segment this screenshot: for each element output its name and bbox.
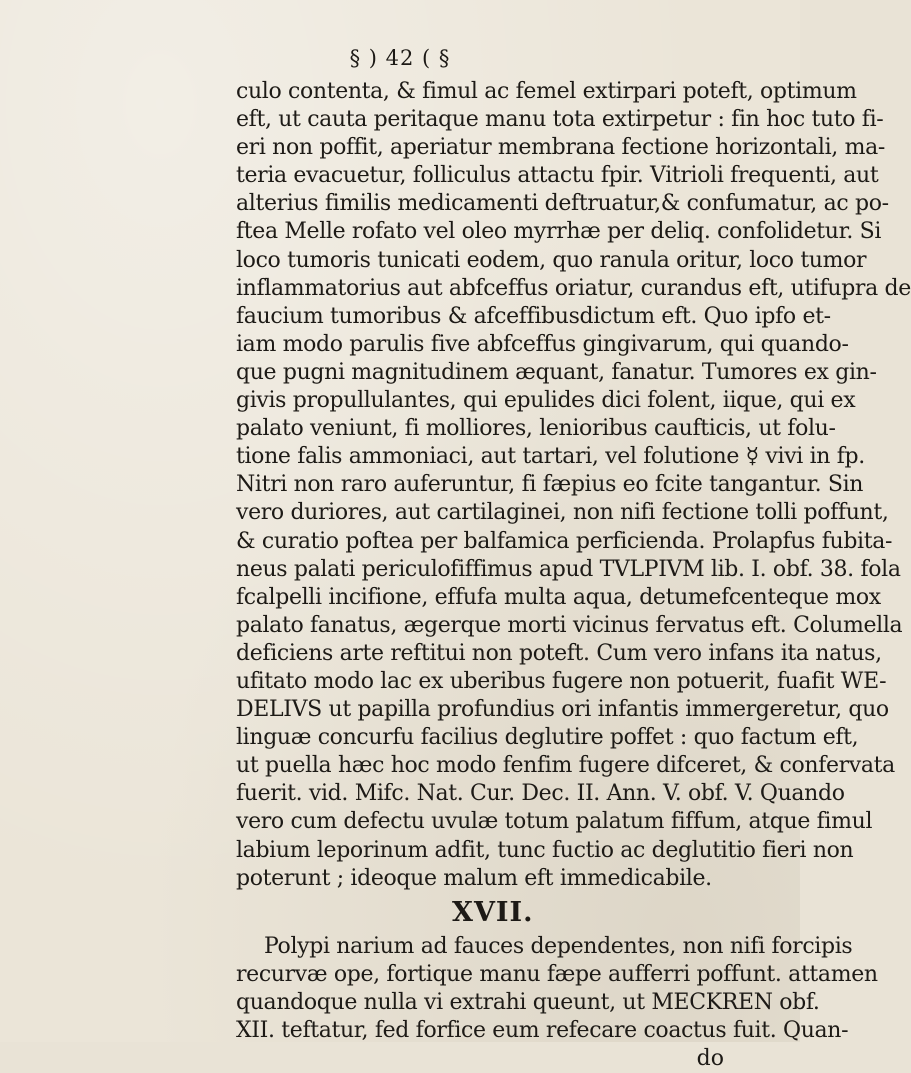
section-heading: XVII. [452,896,534,928]
text-line: Polypi narium ad fauces dependentes, non nifi forcipis [264,933,853,959]
running-head: § ) 42 ( § [349,46,451,70]
text-line: ut puella hæc hoc modo fenfim fugere difceret, & confervata [236,753,895,779]
text-line: fcalpelli incifione, effufa multa aqua, detumefcenteque mox [236,584,881,610]
text-line: poterunt ; ideoque malum eft immedicabile. [236,865,712,891]
text-line: givis propullulantes, qui epulides dici folent, iique, qui ex [236,388,856,414]
text-line: XII. teftatur, fed forfice eum refecare coactus fuit. Quan- [236,1018,849,1043]
text-line: culo contenta, & fimul ac femel extirpari poteft, optimum [236,79,857,104]
text-block [236,78,911,1073]
text-line: vero duriores, aut cartilaginei, non nifi fectione tolli poffunt, [236,500,889,526]
text-line: faucium tumoribus & afceffibusdictum eft. Quo ipfo et- [236,303,831,329]
text-line: neus palati periculofiffimus apud TVLPIVM lib. I. obf. 38. fola [236,556,901,582]
text-line: palato veniunt, fi molliores, lenioribus caufticis, ut folu- [236,416,836,442]
text-line: fuerit. vid. Mifc. Nat. Cur. Dec. II. Ann. V. obf. V. Quando [236,781,845,807]
text-line: eft, ut cauta peritaque manu tota extirpetur : fin hoc tuto fi- [236,107,884,133]
text-line: teria evacuetur, folliculus attactu fpir. Vitrioli frequenti, aut [236,163,879,189]
text-line: recurvæ ope, fortique manu fæpe aufferri poffunt. attamen [236,961,878,987]
text-line: vero cum defectu uvulæ totum palatum fiffum, atque fimul [236,809,873,835]
text-line: tione falis ammoniaci, aut tartari, vel folutione ☿ vivi in fp. [236,444,865,470]
text-line: & curatio poftea per balfamica perficienda. Prolapfus fubita- [236,528,893,554]
text-line: deficiens arte reftitui non poteft. Cum vero infans ita natus, [236,640,882,666]
catchword: do [696,1046,724,1072]
text-line: ufitato modo lac ex uberibus fugere non potuerit, fuafit WE- [236,668,887,694]
text-line: inflammatorius aut abfceffus oriatur, curandus eft, utifupra de [236,275,911,301]
text-line: linguæ concurfu facilius deglutire poffet : quo factum eft, [236,725,859,751]
text-line: quandoque nulla vi extrahi queunt, ut MECKREN obf. [236,989,820,1015]
text-line: loco tumoris tunicati eodem, quo ranula oritur, loco tumor [236,247,867,273]
text-line: alterius fimilis medicamenti deftruatur,& confumatur, ac po- [236,191,889,217]
text-line: labium leporinum adfit, tunc fuctio ac deglutitio fieri non [236,837,854,863]
text-line: eri non poffit, aperiatur membrana fectione horizontali, ma- [236,135,885,161]
text-line: que pugni magnitudinem æquant, fanatur. Tumores ex gin- [236,359,877,385]
text-line: iam modo parulis five abfceffus gingivarum, qui quando- [236,331,849,357]
text-line: palato fanatus, ægerque morti vicinus fervatus eft. Columella [236,612,903,638]
text-line: ftea Melle rofato vel oleo myrrhæ per deliq. confolidetur. Si [236,219,882,245]
text-line: DELIVS ut papilla profundius ori infantis immergeretur, quo [236,697,889,723]
text-line: Nitri non raro auferuntur, fi fæpius eo fcite tangantur. Sin [236,472,864,498]
